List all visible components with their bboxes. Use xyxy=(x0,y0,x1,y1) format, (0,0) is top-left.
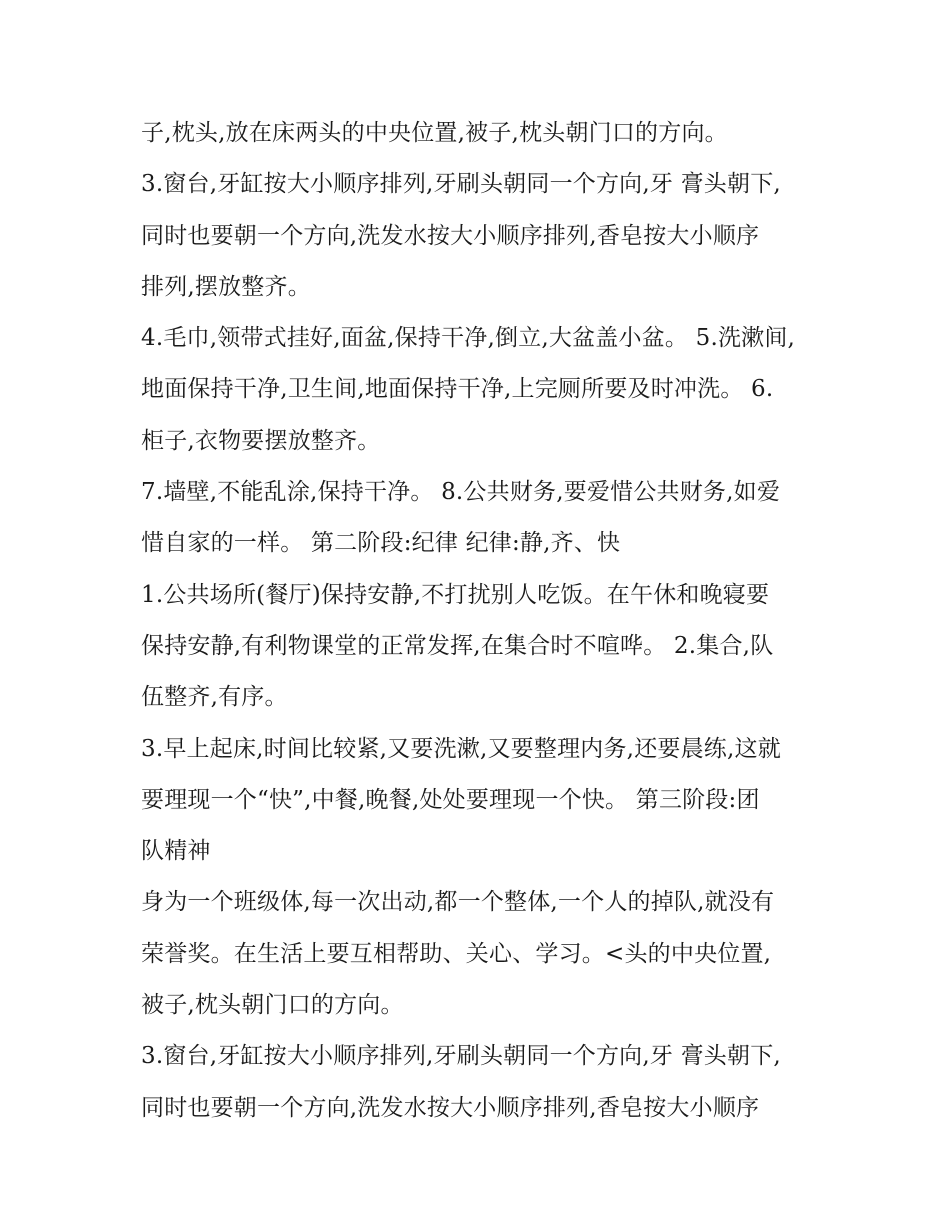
text-line: 队精神 xyxy=(141,838,211,865)
text-line: 3.早上起床,时间比较紧,又要洗漱,又要整理内务,还要晨练,这就 xyxy=(141,735,781,762)
text-line: 3.窗台,牙缸按大小顺序排列,牙刷头朝同一个方向,牙 膏头朝下, xyxy=(141,1043,781,1070)
text-line: 4.毛巾,领带式挂好,面盆,保持干净,倒立,大盆盖小盆。 5.洗漱间, xyxy=(141,325,796,352)
text-line: 身为一个班级体,每一次出动,都一个整体,一个人的掉队,就没有 xyxy=(141,889,775,916)
text-line: 7.墙壁,不能乱涂,保持干净。 8.公共财务,要爱惜公共财务,如爱 xyxy=(141,479,781,506)
text-line: 同时也要朝一个方向,洗发水按大小顺序排列,香皂按大小顺序 xyxy=(141,222,760,249)
text-line: 子,枕头,放在床两头的中央位置,被子,枕头朝门口的方向。 xyxy=(141,120,728,146)
text-line: 同时也要朝一个方向,洗发水按大小顺序排列,香皂按大小顺序 xyxy=(141,1094,760,1121)
text-line: 保持安静,有利物课堂的正常发挥,在集合时不喧哗。 2.集合,队 xyxy=(141,632,774,659)
text-line: 排列,摆放整齐。 xyxy=(141,273,311,300)
text-line: 1.公共场所(餐厅)保持安静,不打扰别人吃饭。在午休和晚寝要 xyxy=(141,581,770,608)
text-line: 柜子,衣物要摆放整齐。 xyxy=(141,427,381,454)
text-line: 要理现一个“快”,中餐,晚餐,处处要理现一个快。 第三阶段:团 xyxy=(141,786,760,813)
text-line: 3.窗台,牙缸按大小顺序排列,牙刷头朝同一个方向,牙 膏头朝下, xyxy=(141,171,781,198)
text-line: 惜自家的一样。 第二阶段:纪律 纪律:静,齐、快 xyxy=(141,530,621,557)
text-line: 地面保持干净,卫生间,地面保持干净,上完厕所要及时冲洗。 6. xyxy=(141,376,774,403)
text-line: 伍整齐,有序。 xyxy=(141,684,288,711)
text-line: 荣誉奖。在生活上要互相帮助、关心、学习。<头的中央位置, xyxy=(141,940,772,967)
document-body xyxy=(141,108,821,1134)
text-line: 被子,枕头朝门口的方向。 xyxy=(141,992,404,1019)
